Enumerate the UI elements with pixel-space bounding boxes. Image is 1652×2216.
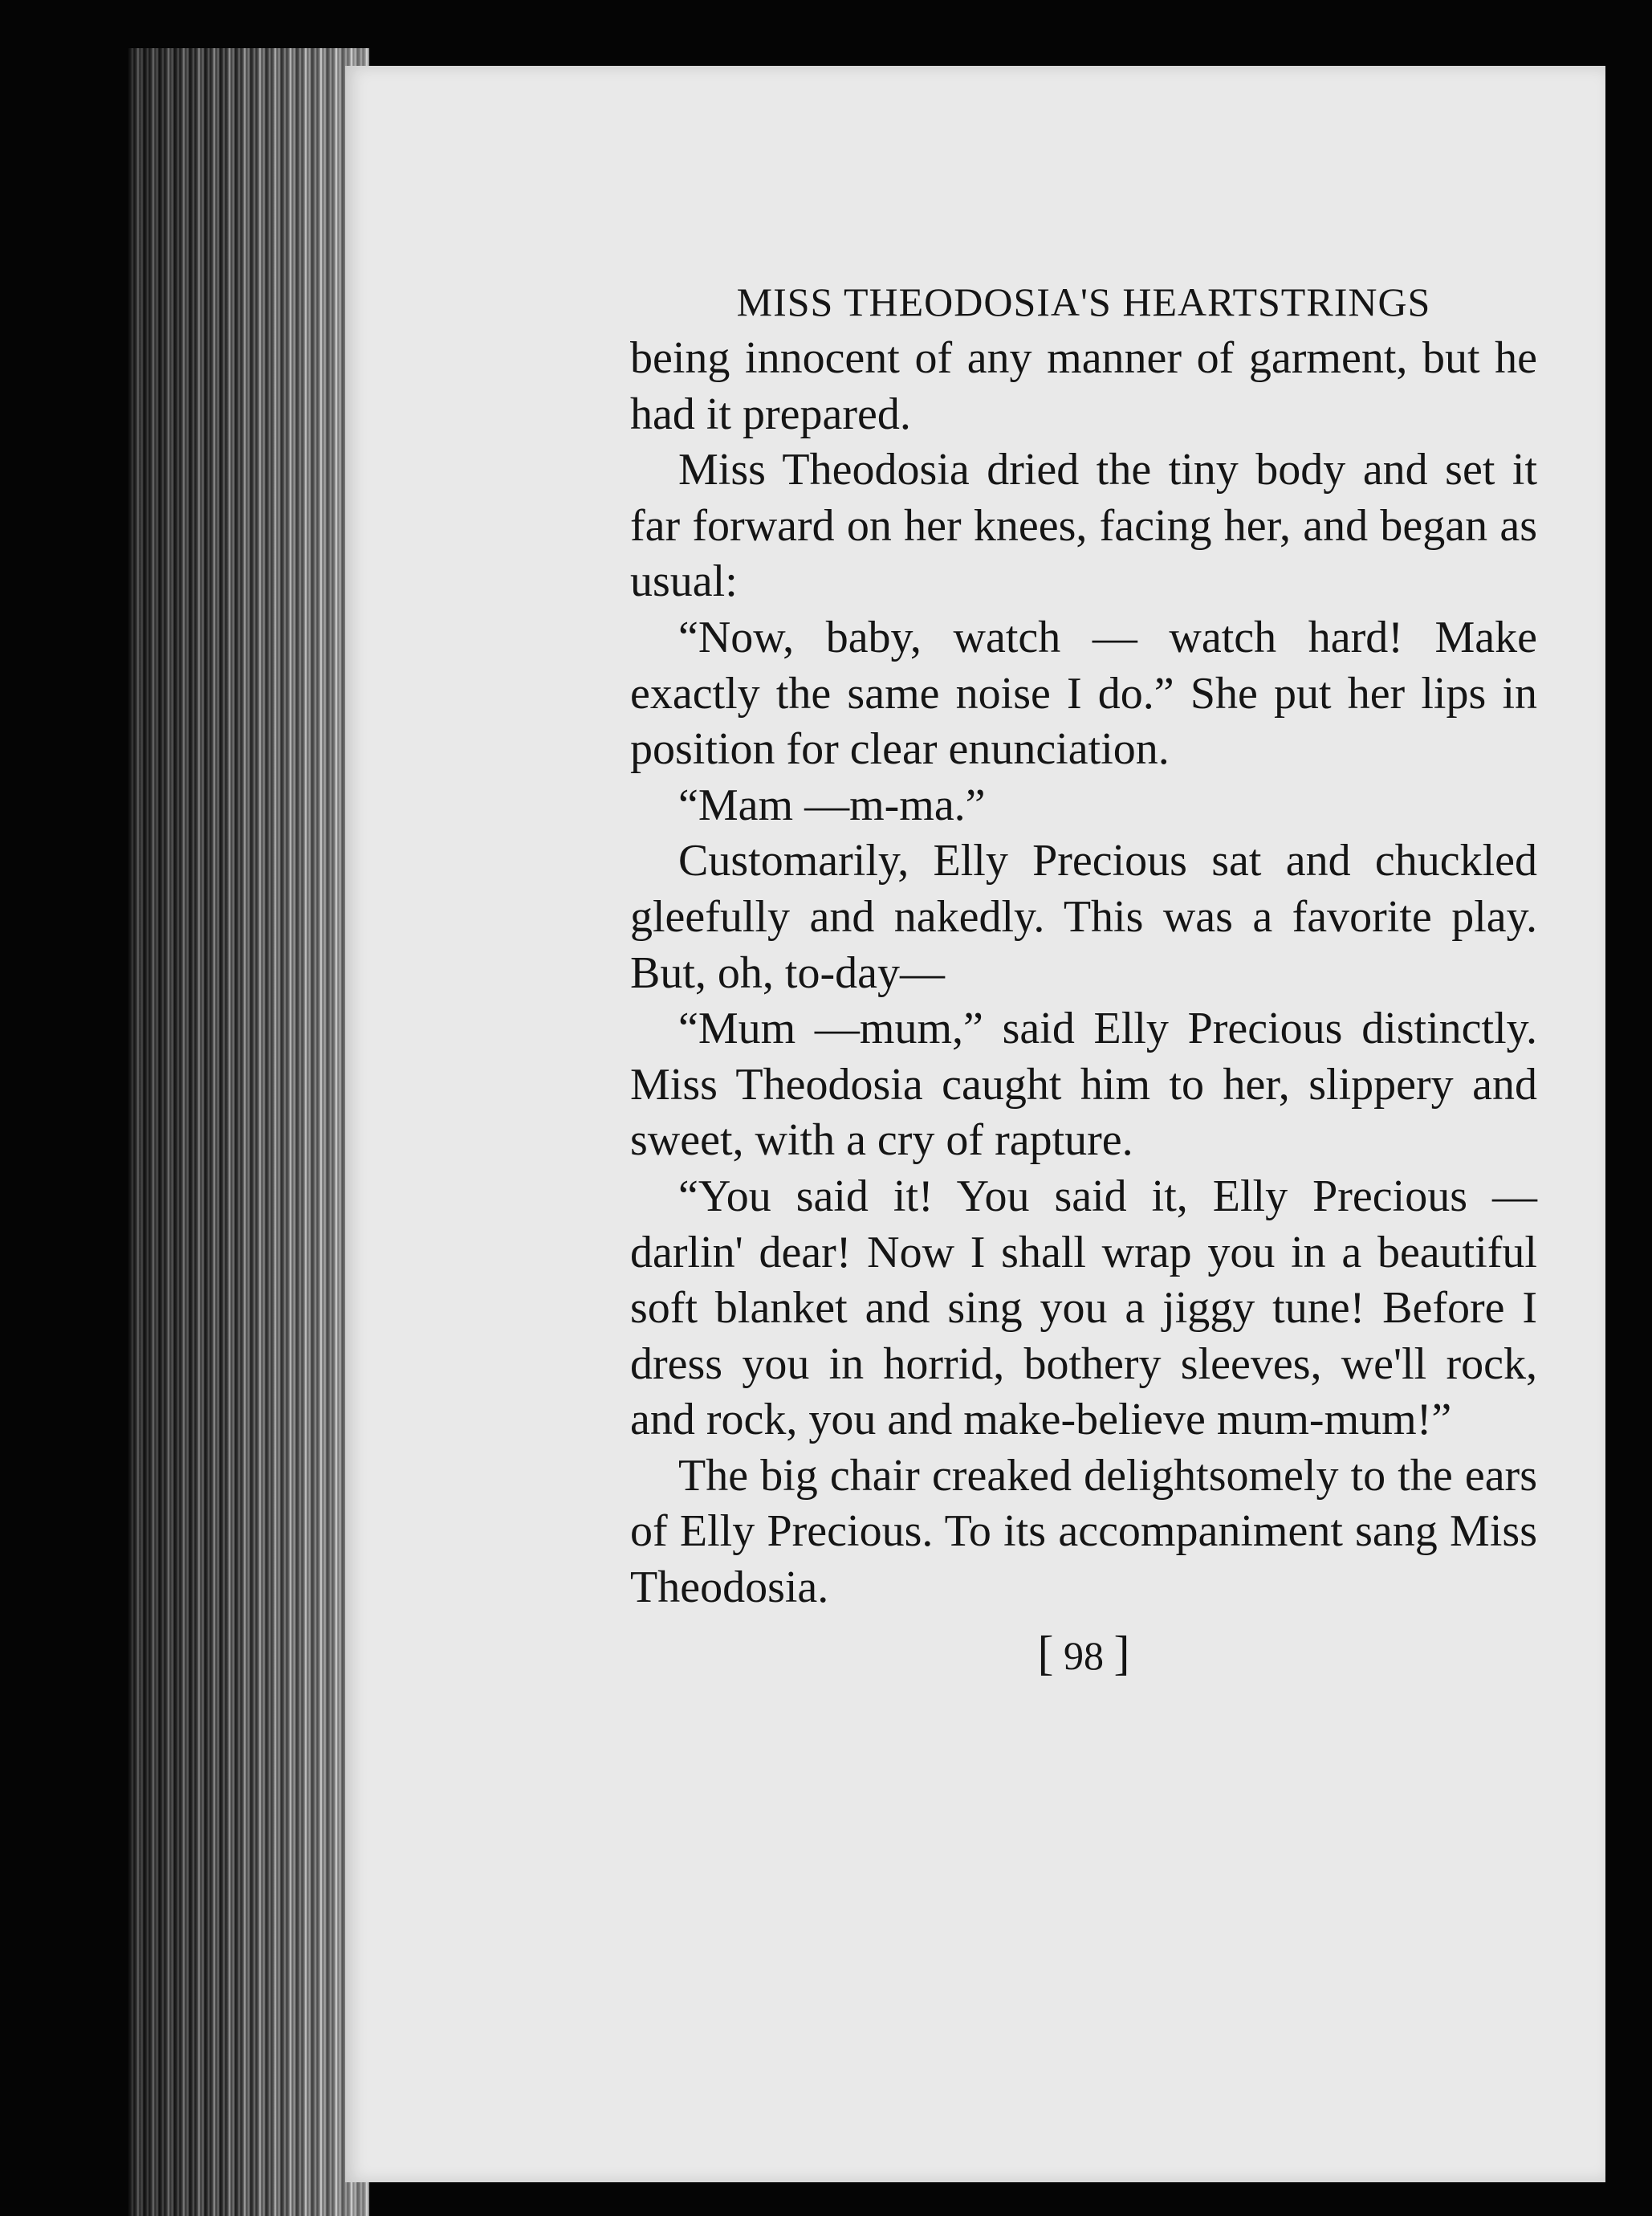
paragraph: “Mum —mum,” said Elly Precious distinctly. Miss Theodosia caught him to her, slippery and sweet, with a cry of rapture.	[630, 1004, 1537, 1166]
paragraph: Miss Theodosia dried the tiny body and set it far forward on her knees, facing her, and began as usual:	[630, 445, 1537, 607]
folio-open-bracket: [	[1037, 1626, 1054, 1680]
paragraph: “Now, baby, watch — watch hard! Make exactly the same noise I do.” She put her lips in position for clear enunciation.	[630, 612, 1537, 775]
page-text	[630, 273, 1537, 1681]
paragraph: “You said it! You said it, Elly Precious — darlin' dear! Now I shall wrap you in a beautiful soft blanket and sing you a jiggy tune! Before I dress you in horrid, bothery sleeves, we'll rock, and rock, you and make-believe mum-mum!”	[630, 1171, 1537, 1445]
paragraph: “Mam —m-ma.”	[678, 780, 986, 830]
folio-close-bracket: ]	[1113, 1626, 1130, 1680]
paragraph: being innocent of any manner of garment, but he had it prepared.	[630, 333, 1537, 439]
page-number	[630, 1627, 1537, 1681]
folio-number: 98	[1064, 1632, 1104, 1678]
page-edges	[128, 48, 369, 2216]
running-head: MISS THEODOSIA'S HEARTSTRINGS	[736, 279, 1431, 324]
paragraph: The big chair creaked delightsomely to the ears of Elly Precious. To its accompaniment sang Miss Theodosia.	[630, 1450, 1537, 1613]
paragraph: Customarily, Elly Precious sat and chuckled gleefully and nakedly. This was a favorite play. But, oh, to-day—	[630, 836, 1537, 998]
